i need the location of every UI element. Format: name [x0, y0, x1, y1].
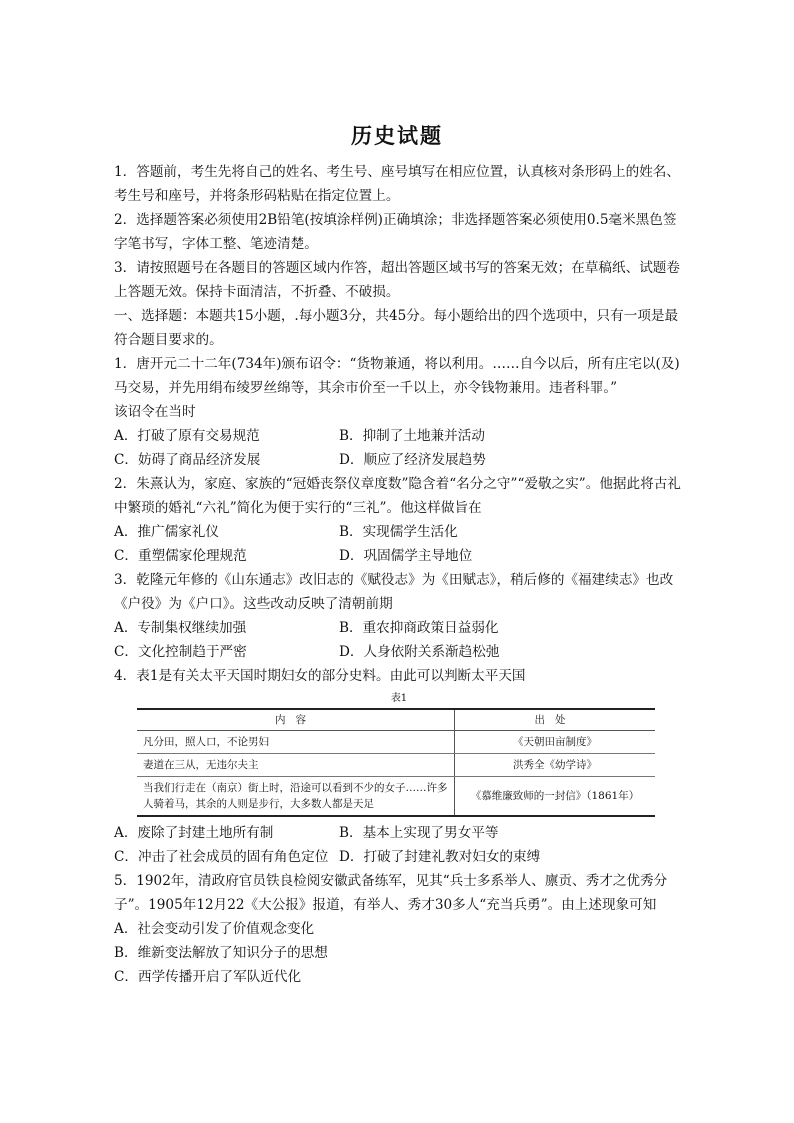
question-2-option-d: D．巩固儒学主导地位 — [339, 548, 473, 564]
question-5-option-c: C．西学传播开启了军队近代化 — [114, 969, 302, 985]
table-header-row — [137, 709, 655, 731]
instruction-3: 3．请按照题号在各题目的答题区域内作答，超出答题区域书写的答案无效；在草稿纸、试题卷上答题无效。保持卡面清洁，不折叠、不破损。 — [114, 260, 680, 300]
table-cell-source: 《天朝田亩制度》 — [455, 731, 656, 754]
table-header-content: 内容 — [137, 709, 455, 731]
question-1-option-a: A．打破了原有交易规范 — [114, 428, 260, 444]
table-row — [137, 777, 655, 817]
source-table — [137, 708, 655, 817]
table-row — [137, 731, 655, 754]
question-4-option-c: C．冲击了社会成员的固有角色定位 — [114, 849, 329, 865]
question-3-option-a: A．专制集权继续加强 — [114, 620, 247, 636]
table-row — [137, 754, 655, 777]
question-5-option-b: B．维新变法解放了知识分子的思想 — [114, 945, 328, 961]
instruction-1: 1．答题前，考生先将自己的姓名、考生号、座号填写在相应位置，认真核对条形码上的姓名、考生号和座号，并将条形码粘贴在指定位置上。 — [114, 164, 680, 204]
question-2-option-c: C．重塑儒家伦理规范 — [114, 548, 247, 564]
section-header: 一、选择题：本题共15小题，.每小题3分，共45分。每小题给出的四个选项中，只有一项是最符合题目要求的。 — [114, 308, 679, 348]
question-4-options-row-1 — [114, 821, 684, 845]
exam-content — [114, 160, 684, 989]
instruction-2: 2．选择题答案必须使用2B铅笔(按填涂样例)正确填涂；非选择题答案必须使用0.5毫米黑色签字笔书写，字体工整、笔迹清楚。 — [114, 212, 677, 252]
table-cell-content: 妻道在三从，无违尔夫主 — [137, 754, 455, 777]
question-3-option-c: C．文化控制趋于严密 — [114, 644, 247, 660]
question-1-options-row-2 — [114, 448, 684, 472]
question-4-option-d: D．打破了封建礼教对妇女的束缚 — [339, 849, 541, 865]
question-2-option-a: A．推广儒家礼仪 — [114, 524, 219, 540]
question-1-prompt: 该诏令在当时 — [114, 404, 196, 420]
question-4-option-b: B．基本上实现了男女平等 — [339, 825, 499, 841]
question-3-options-row-1 — [114, 616, 684, 640]
question-1-stem: 1．唐开元二十二年(734年)颁布诏令：“货物兼通，将以利用。……自今以后，所有庄宅以(及)马交易，并先用绢布绫罗丝绵等，其余市价至一千以上，亦令钱物兼用。违者科罪。” — [114, 356, 680, 396]
question-1-options-row-1 — [114, 424, 684, 448]
table-cell-source: 《慕维廉致师的一封信》（1861年） — [470, 790, 640, 802]
question-3-options-row-2 — [114, 640, 684, 664]
question-2-options-row-1 — [114, 520, 684, 544]
question-3-option-b: B．重农抑商政策日益弱化 — [339, 620, 499, 636]
question-3-stem: 3．乾隆元年修的《山东通志》改旧志的《赋役志》为《田赋志》，稍后修的《福建续志》也改《户役》为《户口》。这些改动反映了清朝前期 — [114, 572, 674, 612]
question-1-option-d: D．顺应了经济发展趋势 — [339, 452, 486, 468]
source-table-wrapper — [114, 692, 684, 817]
question-1-option-b: B．抑制了土地兼并活动 — [339, 428, 485, 444]
table-cell-content: 当我们行走在（南京）街上时，沿途可以看到不少的女子……许多人骑着马，其余的人则是步行，大多数人都是天足 — [137, 777, 455, 817]
table-cell-source: 洪秀全《幼学诗》 — [455, 754, 656, 777]
question-2-option-b: B．实现儒学生活化 — [339, 524, 458, 540]
table-caption: 表1 — [390, 693, 408, 704]
question-4-options-row-2 — [114, 845, 684, 869]
page-title: 历史试题 — [351, 123, 443, 148]
question-5-stem: 5．1902年，清政府官员铁良检阅安徽武备练军，见其“兵士多系举人、廪贡、秀才之优秀分子”。1905年12月22《大公报》报道，有举人、秀才30多人“充当兵勇”。由上述现象可知 — [114, 873, 668, 913]
table-cell-content: 凡分田，照人口，不论男妇 — [137, 731, 455, 754]
question-2-stem: 2．朱熹认为，家庭、家族的“冠婚丧祭仪章度数”隐含着“名分之守”“爱敬之实”。他据此将古礼中繁琐的婚礼“六礼”简化为便于实行的“三礼”。他这样做旨在 — [114, 476, 681, 516]
question-4-stem: 4．表1是有关太平天国时期妇女的部分史料。由此可以判断太平天国 — [114, 668, 526, 684]
question-5-option-a: A．社会变动引发了价值观念变化 — [114, 921, 315, 937]
table-header-source: 出处 — [455, 709, 656, 731]
question-1-option-c: C．妨碍了商品经济发展 — [114, 452, 261, 468]
question-2-options-row-2 — [114, 544, 684, 568]
question-4-option-a: A．废除了封建土地所有制 — [114, 825, 274, 841]
question-3-option-d: D．人身依附关系渐趋松弛 — [339, 644, 500, 660]
